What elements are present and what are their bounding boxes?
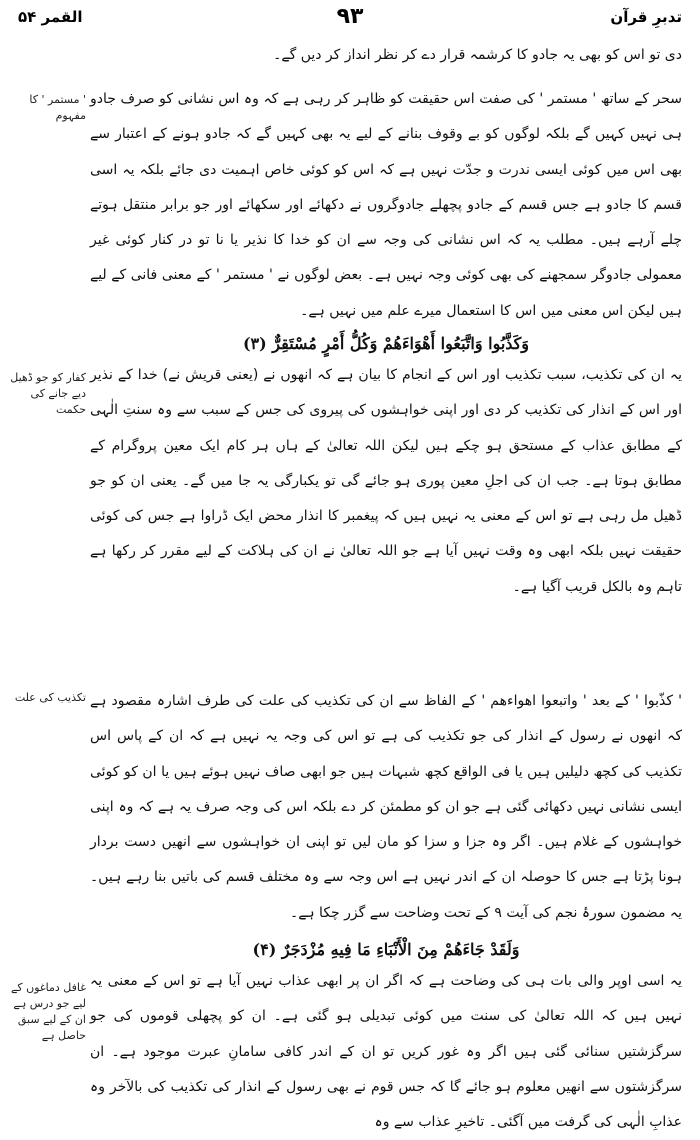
margin-note-dheel: کفار کو جو ڈھیل دیے جانے کی حکمت bbox=[10, 371, 86, 416]
margin-note-illat: تکذیب کی علت bbox=[14, 691, 86, 704]
page-number: ۹۳ bbox=[336, 4, 364, 29]
margin-note-mustamir: ' مستمر ' کا مفہوم bbox=[29, 93, 86, 122]
verse-3: وَكَذَّبُوا وَاتَّبَعُوا أَهْوَاءَهُمْ وَكُلُّ أَمْرٍ مُسْتَقِرٌّ (۳) bbox=[242, 334, 530, 353]
paragraph-takzeeb: یہ ان کی تکذیب، سبب تکذیب اور اس کے انجام کا بیان ہے کہ انھوں نے (یعنی قریش نے) خدا کے نذیر اور اس کے انذار کی تکذیب کر دی اور اپنی خواہشوں کی پیروی کی جس کے سبب سے وہ سنتِ الٰہی کے مطابق عذاب کے مستحق ہو چکے ہیں لیکن اللہ تعالیٰ کے ہاں ہر کام ایک معین پروگرام کے مطابق ہوتا ہے۔ جب ان کی اجلِ معین پوری ہو جائے گی تو یکبارگی یہ جا میں گے۔ یعنی ان کو جو ڈھیل مل رہی ہے تو اس کے معنی یہ نہیں ہیں کہ پیغمبر کا انذار محض ایک ڈراوا ہے جس کی کوئی حقیقت نہیں بلکہ ابھی وہ وقت نہیں آیا ہے جو اللہ تعالیٰ نے ان کی ہلاکت کے لیے مقرر کر رکھا ہے تاہم وہ بالکل قریب آگیا ہے۔ bbox=[90, 367, 682, 595]
paragraph-intro: دی تو اس کو بھی یہ جادو کا کرشمہ قرار دے کر نظر انداز کر دیں گے۔ bbox=[273, 47, 682, 63]
paragraph-mustamir: سحر کے ساتھ ' مستمر ' کی صفت اس حقیقت کو ظاہر کر رہی ہے کہ وہ اس نشانی کو صرف جادو ہی نہیں کہیں گے بلکہ لوگوں کو بے وقوف بنانے کے لیے یہ بھی کہیں گے کہ جادو ہونے کے اعتبار سے بھی اس میں کوئی ایسی ندرت و جدّت نہیں ہے کہ اس کو کوئی خاص اہمیت دی جائے بلکہ یہ اسی قسم کا جادو ہے جس قسم کے جادو پچھلے جادوگروں نے دکھائے اور سکھائے اور جو برابر منتقل ہوتے چلے آرہے ہیں۔ مطلب یہ کہ اس نشانی کی وجہ سے ان کو خدا کا نذیر یا نا تو در کنار کوئی غیر معمولی جادوگر سمجھنے کی بھی کوئی وجہ نہیں ہے۔ بعض لوگوں نے ' مستمر ' کے معنی فانی کے لیے ہیں لیکن اس معنی میں اس کا استعمال میرے علم میں نہیں ہے۔ bbox=[90, 91, 682, 319]
page-header bbox=[12, 4, 688, 38]
surah-reference: القمر ۵۴ bbox=[18, 8, 83, 26]
margin-note-sabaq: غافل دماغوں کے لیے جو درس ہے ان کے لیے سبق حاصل ہے bbox=[10, 981, 86, 1042]
paragraph-illat: ' کذّبوا ' کے بعد ' واتبعوا اھواءھم ' کے الفاظ سے ان کی تکذیب کی علت کی طرف اشارہ مقصود ہے کہ انھوں نے رسول کے انذار کی جو تکذیب کی ہے تو اس کی وجہ یہ نہیں ہے کہ ان کے پاس اس تکذیب کی کچھ دلیلیں ہیں یا فی الواقع کچھ شبہات ہیں جو ابھی صاف نہیں ہوئے ہیں یا ان کو کوئی ایسی نشانی نہیں دکھائی گئی ہے جو ان کو مطمئن کر دے بلکہ اس کی وجہ صرف یہ ہے کہ وہ اپنی خواہشوں کے غلام ہیں۔ اگر وہ جزا و سزا کو مان لیں تو اپنی ان خواہشوں سے انھیں دست بردار ہونا پڑتا ہے جس کا حوصلہ ان کے اندر نہیں ہے اس وجہ سے وہ مختلف قسم کی باتیں بنا رہے ہیں۔ یہ مضمون سورۂ نجم کی آیت ۹ کے تحت وضاحت سے گزر چکا ہے۔ bbox=[90, 693, 682, 921]
book-title: تدبرِ قرآن bbox=[610, 8, 682, 26]
verse-4: وَلَقَدْ جَاءَهُمْ مِنَ الْأَنْبَاءِ مَا فِيهِ مُزْدَجَرٌ (۴) bbox=[252, 940, 520, 959]
paragraph-ibrat: یہ اسی اوپر والی بات ہی کی وضاحت ہے کہ اگر ان پر ابھی عذاب نہیں آیا ہے تو اس کے معنی یہ نہیں ہیں کہ اللہ تعالیٰ کی سنت میں کوئی تبدیلی ہو گئی ہے۔ ان کو پچھلی قوموں کی جو سرگزشتیں سنائی گئی ہیں اگر وہ غور کریں تو ان کے اندر کافی سامانِ عبرت موجود ہے۔ ان سرگزشتوں سے انھیں معلوم ہو جائے گا کہ جس قوم نے بھی رسول کے انذار کی تکذیب کی بالآخر وہ عذابِ الٰہی کی گرفت میں آگئی۔ تاخیرِ عذاب سے وہ bbox=[90, 973, 682, 1131]
